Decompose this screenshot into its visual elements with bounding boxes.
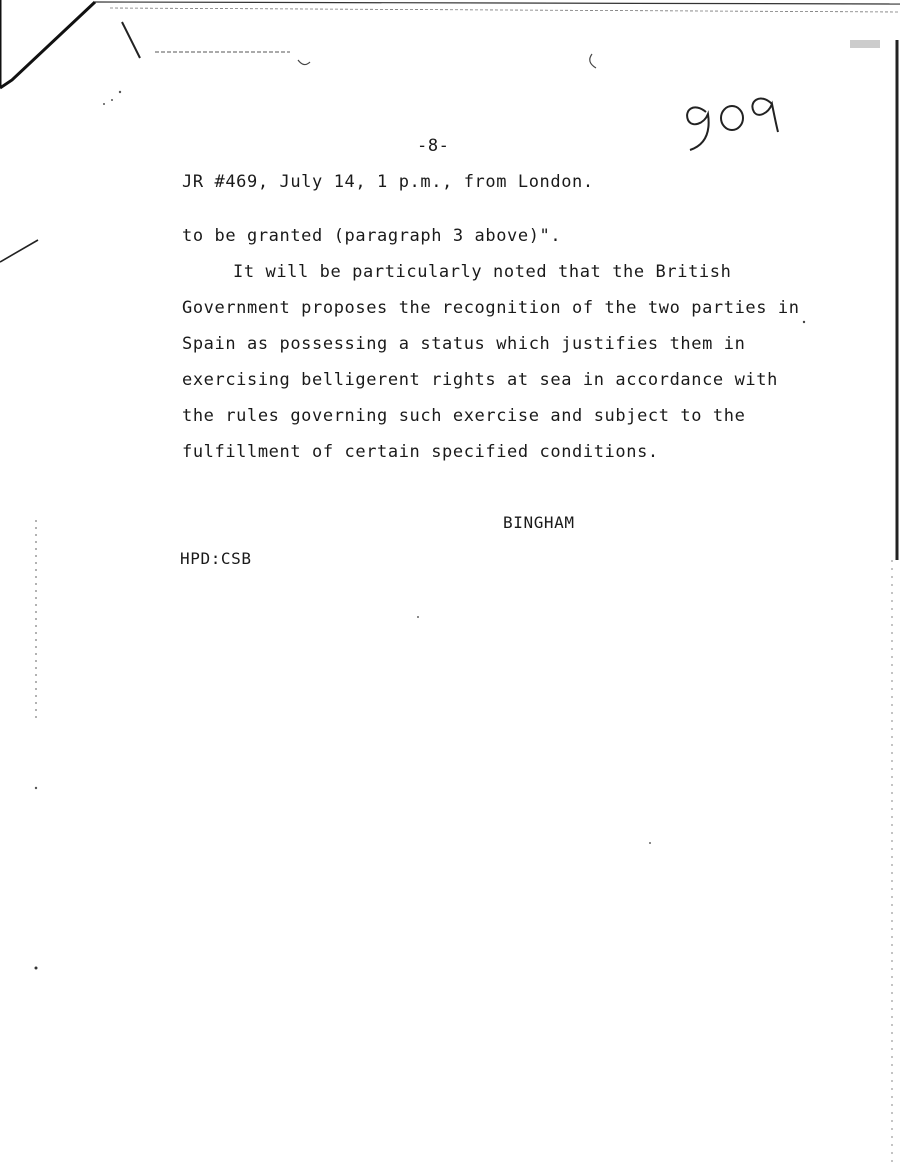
- page-number: -8-: [417, 136, 450, 156]
- body-line: the rules governing such exercise and subject to the: [182, 406, 746, 426]
- handwritten-folio-number: [680, 88, 790, 158]
- cable-reference-header: JR #469, July 14, 1 p.m., from London.: [182, 172, 594, 192]
- body-line: fulfillment of certain specified conditions.: [182, 442, 659, 462]
- body-line: exercising belligerent rights at sea in accordance with: [182, 370, 778, 390]
- body-line: Spain as possessing a status which justifies them in: [182, 334, 746, 354]
- signature: BINGHAM: [503, 513, 575, 532]
- body-line: It will be particularly noted that the British: [233, 262, 732, 282]
- body-line: to be granted (paragraph 3 above)".: [182, 226, 562, 246]
- typist-initials: HPD:CSB: [180, 549, 252, 568]
- body-line: Government proposes the recognition of the two parties in: [182, 298, 800, 318]
